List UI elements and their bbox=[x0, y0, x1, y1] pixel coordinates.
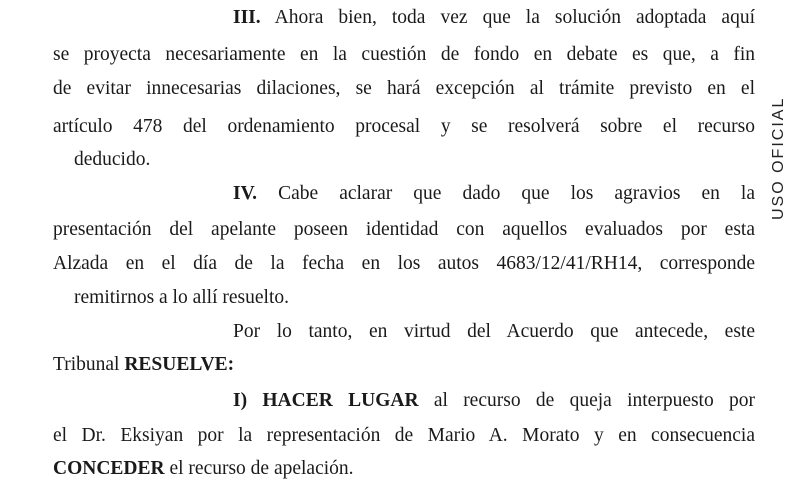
resolve1-conceder: CONCEDER bbox=[53, 458, 165, 479]
para4-line1 bbox=[233, 177, 755, 211]
para4-line3: Alzada en el día de la fecha en los autos 4683/12/41/RH14, corresponde bbox=[53, 253, 755, 274]
resolve1-numeral: I) bbox=[233, 390, 248, 411]
resolve1-line1 bbox=[233, 384, 755, 418]
para3-line2: se proyecta necesariamente en la cuestión de fondo en debate es que, a fin bbox=[53, 44, 755, 65]
para4-text1: Cabe aclarar que dado que los agravios en la bbox=[278, 183, 756, 204]
para5-resuelve: RESUELVE: bbox=[124, 354, 235, 375]
para5-line2 bbox=[53, 348, 755, 382]
para3-text1: Ahora bien, toda vez que la solución adoptada aquí bbox=[274, 7, 755, 28]
para4-line4: remitirnos a lo allí resuelto. bbox=[74, 287, 289, 308]
resolve1-hacer-lugar: HACER LUGAR bbox=[262, 390, 419, 411]
para3-numeral: III. bbox=[233, 7, 261, 28]
para4-numeral: IV. bbox=[233, 183, 258, 204]
para3-line3: de evitar innecesarias dilaciones, se hará excepción al trámite previsto en el bbox=[53, 78, 755, 99]
resolve1-text3: el recurso de apelación. bbox=[169, 458, 354, 479]
para4-line2: presentación del apelante poseen identidad con aquellos evaluados por esta bbox=[53, 219, 755, 240]
para5-line1: Por lo tanto, en virtud del Acuerdo que antecede, este bbox=[233, 321, 755, 342]
resolve1-line2: el Dr. Eksiyan por la representación de Mario A. Morato y en consecuencia bbox=[53, 425, 755, 446]
para3-line1 bbox=[233, 1, 755, 35]
margin-stamp: USO OFICIAL bbox=[770, 96, 787, 220]
resolve1-line3 bbox=[53, 452, 755, 486]
para3-line4: artículo 478 del ordenamiento procesal y se resolverá sobre el recurso bbox=[53, 116, 755, 137]
para3-line5: deducido. bbox=[74, 149, 151, 170]
resolve1-text1: al recurso de queja interpuesto por bbox=[433, 390, 756, 411]
para5-tribunal: Tribunal bbox=[53, 354, 120, 375]
